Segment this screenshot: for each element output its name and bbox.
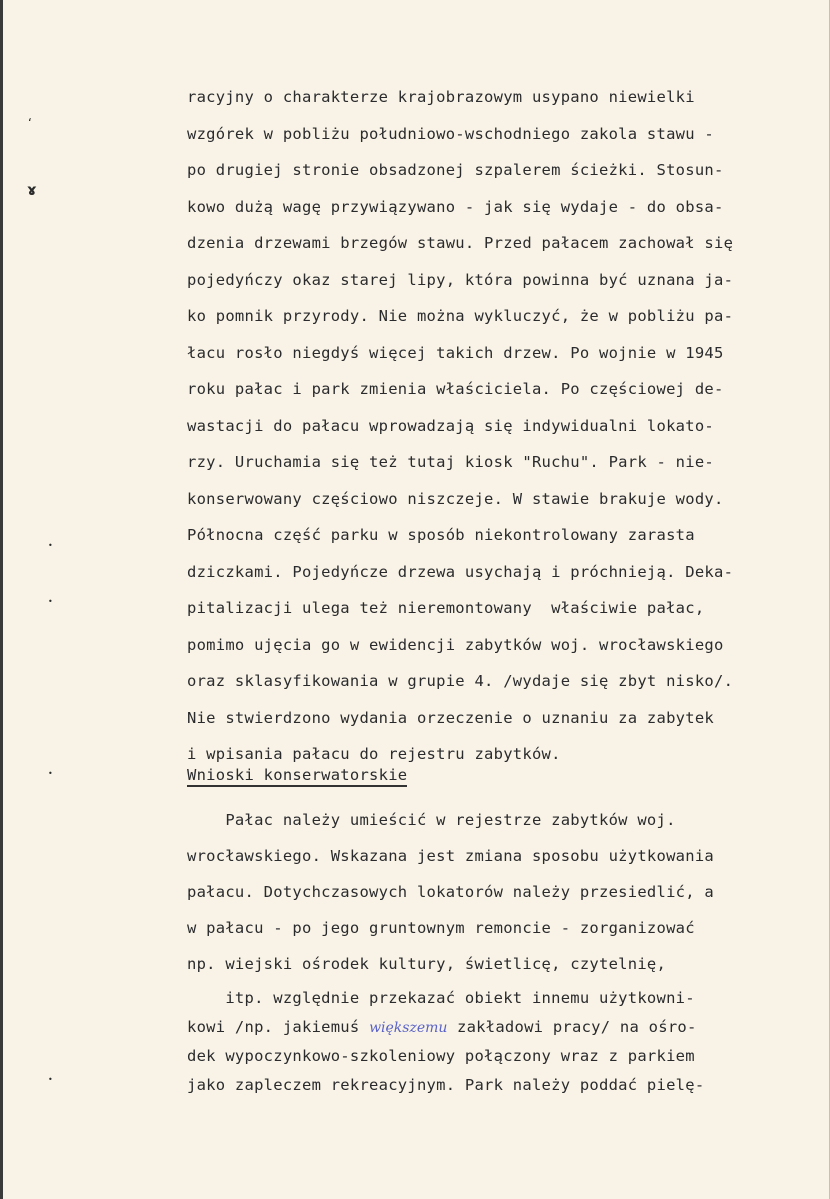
text-line: łacu rosło niegdyś więcej takich drzew. Po wojnie w 1945 [187, 343, 724, 362]
text-line: Pałac należy umieścić w rejestrze zabytków woj. [187, 811, 676, 829]
text-line: racyjny o charakterze krajobrazowym usypano niewielki [187, 88, 695, 106]
text-line: roku pałac i park zmienia właściciela. Po częściowej de- [187, 380, 724, 398]
text-line: wzgórek w pobliżu południowo-wschodniego zakola stawu - [187, 124, 714, 143]
text-line: wrocławskiego. Wskazana jest zmiana sposobu użytkowania [187, 847, 714, 865]
page-edge-shadow [0, 0, 3, 1199]
margin-mark: ʻ [28, 116, 32, 130]
text-line: rzy. Uruchamia się też tutaj kiosk "Ruchu". Park - nie- [187, 453, 714, 471]
text-line: oraz sklasyfikowania w grupie 4. /wydaje się zbyt nisko/. [187, 672, 734, 690]
text-line: pałacu. Dotychczasowych lokatorów należy przesiedlić, a [187, 883, 714, 901]
text-line: w pałacu - po jego gruntownym remoncie - zorganizować [187, 919, 695, 937]
text-line-with-handwriting [187, 1017, 697, 1037]
text-line: itp. względnie przekazać obiekt innemu użytkowni- [187, 989, 695, 1007]
text-line: Północna część parku w sposób niekontrolowany zarasta [187, 526, 695, 544]
text-line: dziczkami. Pojedyńcze drzewa usychają i próchnieją. Deka- [187, 562, 734, 581]
margin-mark: • [48, 769, 53, 778]
text-line: jako zapleczem rekreacyjnym. Park należy poddać pielę- [187, 1076, 705, 1094]
text-line: i wpisania pałacu do rejestru zabytków. [187, 745, 561, 763]
text-line: kowo dużą wagę przywiązywano - jak się wydaje - do obsa- [187, 197, 724, 216]
text-segment: kowi /np. jakiemuś [187, 1018, 370, 1036]
paragraph-continuation [187, 988, 807, 1096]
paragraph-body [187, 87, 807, 763]
text-line: dek wypoczynkowo-szkoleniowy połączony wraz z parkiem [187, 1047, 695, 1065]
paragraph-conclusions [187, 810, 807, 973]
handwritten-insertion: większemu [369, 1020, 448, 1036]
text-line: ko pomnik przyrody. Nie można wykluczyć, że w pobliżu pa- [187, 307, 734, 325]
margin-mark: • [48, 541, 53, 550]
text-line: po drugiej stronie obsadzonej szpalerem ścieżki. Stosun- [187, 161, 724, 179]
text-line: wastacji do pałacu wprowadzają się indywidualni lokato- [187, 416, 714, 435]
margin-mark: ɤ [27, 181, 37, 199]
margin-mark: • [48, 1075, 53, 1084]
text-line: np. wiejski ośrodek kultury, świetlicę, czytelnię, [187, 955, 667, 973]
text-line: Nie stwierdzono wydania orzeczenie o uznaniu za zabytek [187, 708, 714, 727]
text-line: pomimo ujęcia go w ewidencji zabytków woj. wrocławskiego [187, 635, 724, 654]
margin-mark: • [48, 597, 53, 606]
text-line: dzenia drzewami brzegów stawu. Przed pałacem zachował się [187, 234, 734, 252]
text-line: pojedyńczy okaz starej lipy, która powinna być uznana ja- [187, 270, 734, 289]
section-heading: Wnioski konserwatorskie [187, 765, 407, 787]
text-line: konserwowany częściowo niszczeje. W stawie brakuje wody. [187, 489, 724, 508]
text-line: pitalizacji ulega też nieremontowany właściwie pałac, [187, 599, 705, 617]
text-segment: zakładowi pracy/ na ośro- [447, 1018, 697, 1036]
